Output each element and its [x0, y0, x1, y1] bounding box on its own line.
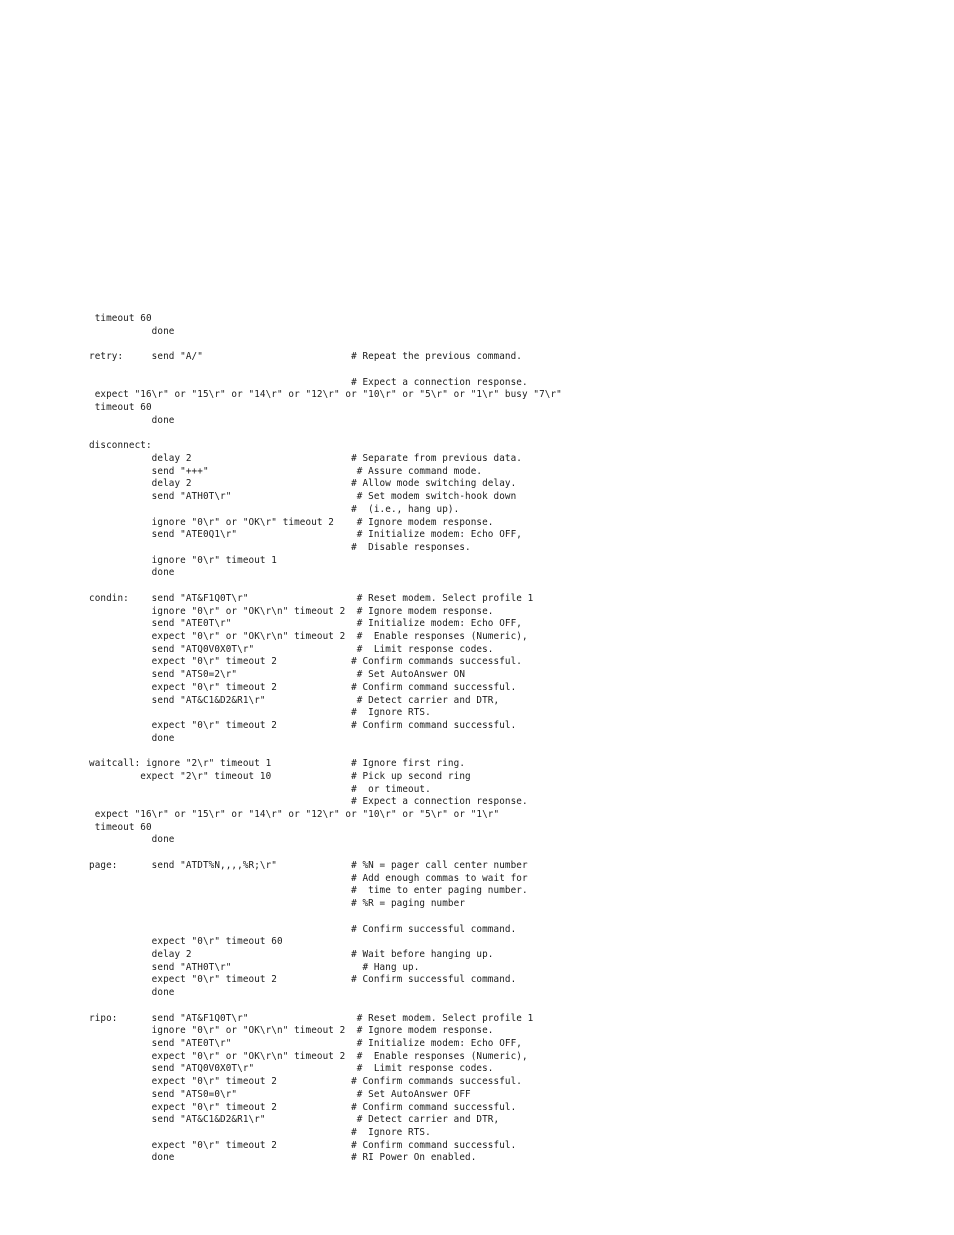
listing-line: delay 2 # Separate from previous data. [89, 452, 522, 464]
listing-line: # time to enter paging number. [89, 885, 528, 897]
listing-line: # Expect a connection response. [89, 796, 528, 808]
listing-line: send "ATE0Q1\r" # Initialize modem: Echo OFF, [89, 529, 522, 541]
listing-line: # Disable responses. [89, 541, 471, 553]
listing-line: expect "0\r" timeout 2 # Confirm command successful. [89, 1101, 517, 1113]
listing-line: send "AT&C1&D2&R1\r" # Detect carrier and DTR, [89, 1114, 500, 1126]
listing-line: # Confirm successful command. [89, 923, 517, 935]
listing-line [89, 847, 562, 860]
listing-line: # or timeout. [89, 783, 431, 795]
listing-line: done [89, 414, 175, 426]
listing-line: done [89, 325, 175, 337]
listing-line: done [89, 732, 175, 744]
listing-line: condin: send "AT&F1Q0T\r" # Reset modem. Select profile 1 [89, 592, 534, 604]
listing-line: send "ATQ0V0X0T\r" # Limit response codes. [89, 643, 494, 655]
listing-line: ignore "0\r" timeout 1 [89, 554, 278, 566]
listing-line: page: send "ATDT%N,,,,%R;\r" # %N = pager call center number [89, 859, 528, 871]
listing-line: send "ATH0T\r" # Set modem switch-hook down [89, 491, 517, 503]
listing-line: send "AT&C1&D2&R1\r" # Detect carrier and DTR, [89, 694, 500, 706]
listing-line: ripo: send "AT&F1Q0T\r" # Reset modem. Select profile 1 [89, 1012, 534, 1024]
listing-line [89, 338, 562, 351]
listing-line: # (i.e., hang up). [89, 503, 460, 515]
listing-line: timeout 60 [89, 402, 152, 414]
listing-line: # %R = paging number [89, 898, 466, 910]
listing-line: retry: send "A/" # Repeat the previous command. [89, 351, 522, 363]
listing-line: send "ATE0T\r" # Initialize modem: Echo OFF, [89, 618, 522, 630]
listing-line: delay 2 # Wait before hanging up. [89, 948, 494, 960]
listing-line: expect "0\r" or "OK\r\n" timeout 2 # Enable responses (Numeric), [89, 1050, 528, 1062]
listing-line: expect "0\r" timeout 2 # Confirm commands successful. [89, 1076, 522, 1088]
listing-line: expect "0\r" timeout 60 [89, 936, 283, 948]
listing-line: timeout 60 [89, 313, 152, 324]
listing-line: send "ATE0T\r" # Initialize modem: Echo OFF, [89, 1037, 522, 1049]
listing-line: expect "0\r" timeout 2 # Confirm command successful. [89, 681, 517, 693]
listing-line: waitcall: ignore "2\r" timeout 1 # Ignore first ring. [89, 758, 466, 770]
listing-line: expect "0\r" timeout 2 # Confirm command successful. [89, 720, 517, 731]
listing-line: # Expect a connection response. [89, 376, 528, 388]
listing-line: # Ignore RTS. [89, 707, 431, 719]
listing-line [89, 427, 562, 440]
listing-line: expect "0\r" timeout 2 # Confirm command successful. [89, 1139, 517, 1151]
listing-line: send "+++" # Assure command mode. [89, 465, 483, 477]
listing-line: ignore "0\r" or "OK\r\n" timeout 2 # Ignore modem response. [89, 605, 494, 617]
listing-line: done [89, 567, 175, 579]
listing-line: # Ignore RTS. [89, 1127, 431, 1138]
listing-line: delay 2 # Allow mode switching delay. [89, 478, 517, 490]
listing-line: disconnect: [89, 440, 152, 452]
listing-line: expect "0\r" timeout 2 # Confirm commands successful. [89, 656, 522, 668]
listing-line [89, 911, 562, 924]
listing-line: expect "16\r" or "15\r" or "14\r" or "12\r" or "10\r" or "5\r" or "1\r" [89, 809, 500, 821]
listing-line: send "ATQ0V0X0T\r" # Limit response codes. [89, 1063, 494, 1075]
listing-line: done [89, 834, 175, 846]
listing-line: ignore "0\r" or "OK\r\n" timeout 2 # Ignore modem response. [89, 1025, 494, 1037]
listing-line [89, 1000, 562, 1013]
listing-line: # Add enough commas to wait for [89, 872, 528, 884]
listing-line [89, 580, 562, 593]
listing-line: send "ATS0=2\r" # Set AutoAnswer ON [89, 669, 466, 681]
listing-line: expect "16\r" or "15\r" or "14\r" or "12\r" or "10\r" or "5\r" or "1\r" busy "7\r" [89, 389, 562, 401]
listing-line: expect "2\r" timeout 10 # Pick up second ring [89, 770, 471, 782]
listing-line: send "ATS0=0\r" # Set AutoAnswer OFF [89, 1088, 471, 1100]
listing-line: timeout 60 [89, 821, 152, 833]
listing-line: ignore "0\r" or "OK\r" timeout 2 # Ignore modem response. [89, 516, 494, 528]
listing-line [89, 745, 562, 758]
listing-line: send "ATH0T\r" # Hang up. [89, 961, 420, 973]
listing-line: expect "0\r" timeout 2 # Confirm successful command. [89, 974, 517, 986]
listing-line: done [89, 987, 175, 999]
script-listing [89, 313, 562, 1165]
listing-line [89, 364, 562, 377]
listing-line: expect "0\r" or "OK\r\n" timeout 2 # Enable responses (Numeric), [89, 630, 528, 642]
listing-line: done # RI Power On enabled. [89, 1152, 477, 1164]
